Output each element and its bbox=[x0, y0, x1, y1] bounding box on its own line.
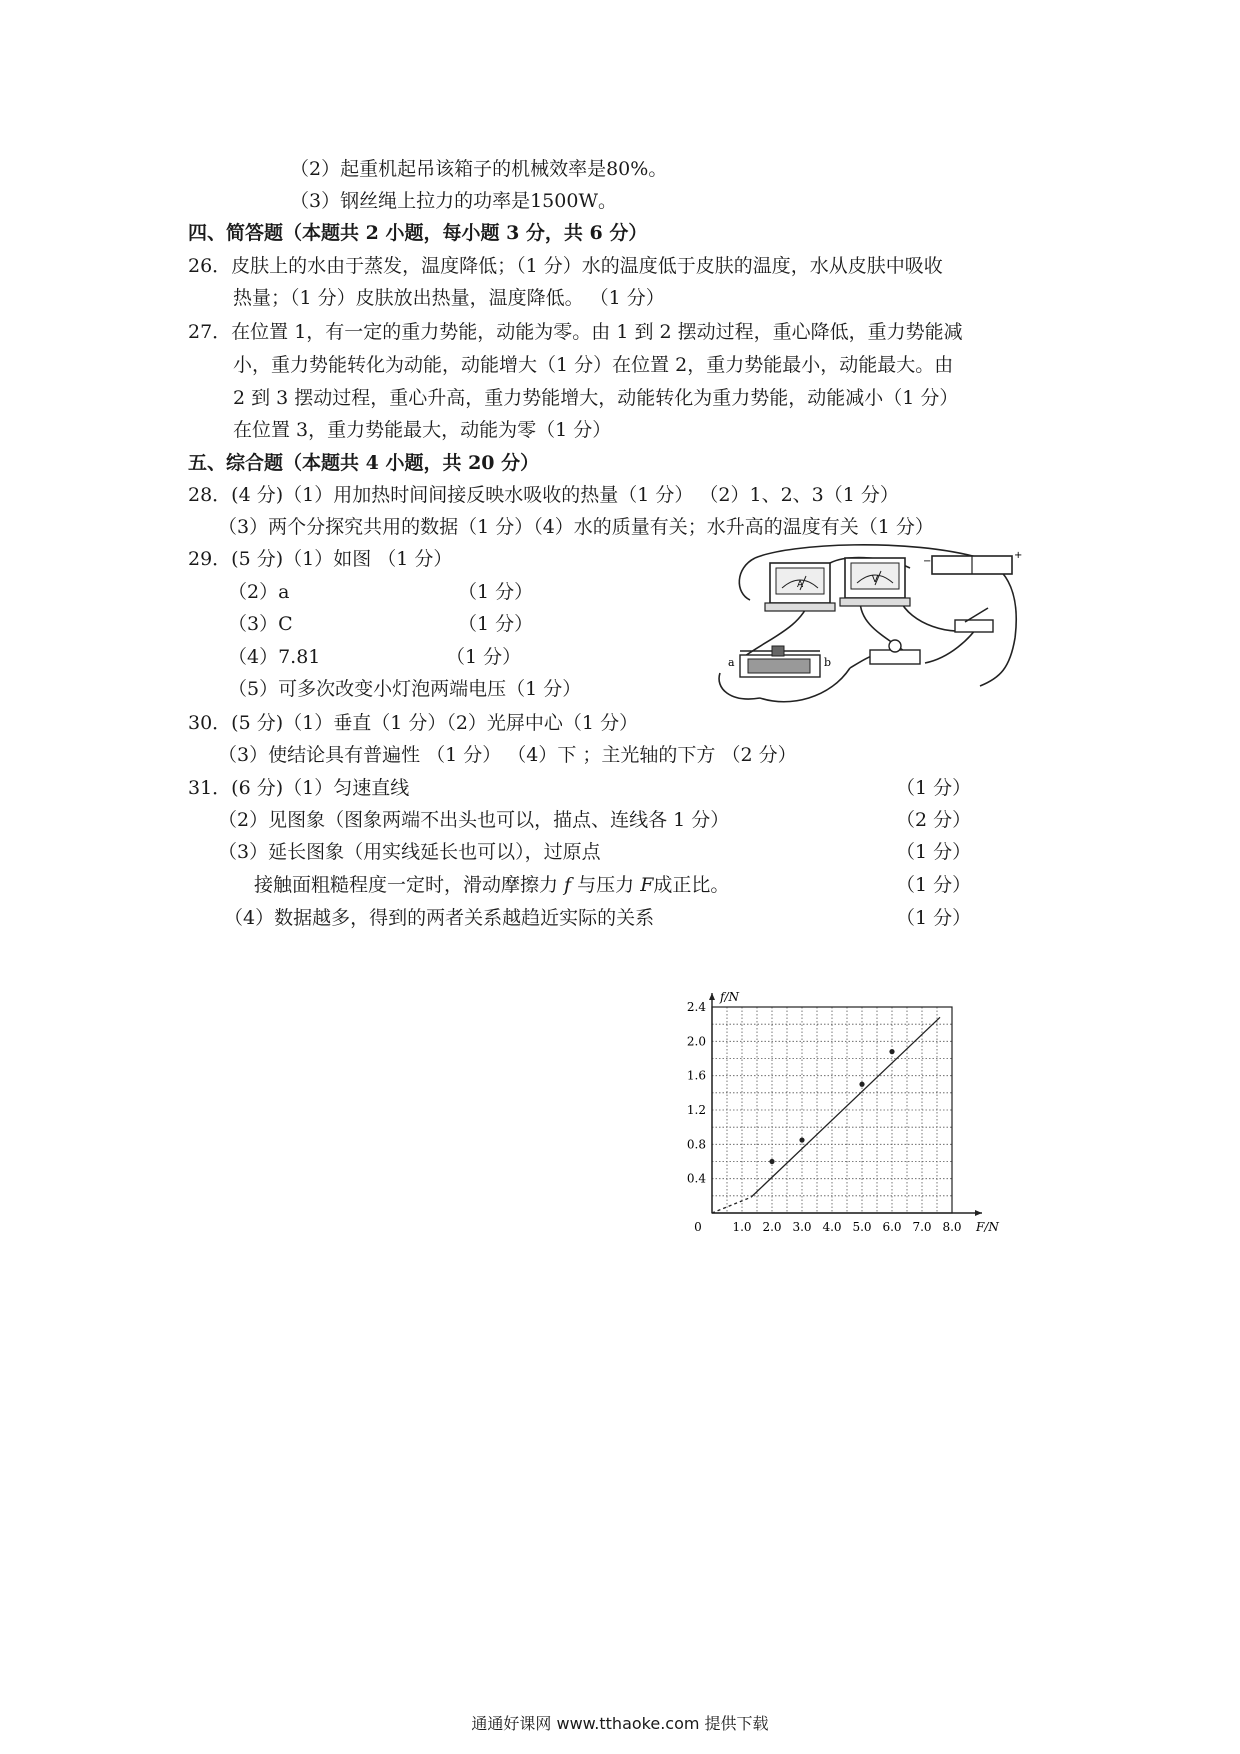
x-tick-label: 5.0 bbox=[852, 1220, 872, 1234]
answer-text: 与压力 bbox=[571, 874, 641, 896]
question-31-part3: （3）延长图象（用实线延长也可以），过原点 bbox=[218, 841, 601, 863]
question-30-cont: （3）使结论具有普遍性 （1 分） （4）下 ；主光轴的下方 （2 分） bbox=[218, 744, 797, 766]
question-28-cont: （3）两个分探究共用的数据（1 分）（4）水的质量有关；水升高的温度有关（1 分） bbox=[218, 516, 934, 538]
y-tick-label: 2.0 bbox=[686, 1034, 706, 1049]
fit-line-extension bbox=[712, 1197, 751, 1213]
y-axis-label: f/N bbox=[720, 990, 739, 1004]
question-28: 28．(4 分)（1）用加热时间间接反映水吸收的热量（1 分） （2）1、2、3（1 分） bbox=[188, 484, 899, 506]
question-29-part4: （4）7.81 bbox=[228, 646, 321, 668]
x-axis-arrow bbox=[975, 1210, 982, 1216]
question-27-cont: 2 到 3 摆动过程，重心升高，重力势能增大，动能转化为重力势能，动能减小（1 分） bbox=[233, 387, 959, 409]
y-tick-label: 1.2 bbox=[686, 1103, 706, 1117]
circuit-diagram bbox=[710, 538, 1040, 708]
lamp-icon bbox=[870, 640, 920, 664]
voltmeter-icon bbox=[840, 558, 910, 606]
fit-line bbox=[751, 1017, 940, 1197]
x-tick-label: 3.0 bbox=[792, 1220, 812, 1234]
page-footer: 通通好课网 www.tthaoke.com 提供下载 bbox=[471, 1714, 769, 1733]
question-29-score: （1 分） bbox=[458, 613, 534, 635]
answer-text: 成正比。 bbox=[653, 874, 730, 896]
question-29-score: （1 分） bbox=[458, 581, 534, 603]
x-tick-label: 1.0 bbox=[732, 1220, 752, 1234]
section-heading: 四、简答题（本题共 2 小题，每小题 3 分，共 6 分） bbox=[188, 222, 648, 244]
terminal-a-label: a bbox=[728, 656, 735, 669]
battery-icon bbox=[923, 550, 1022, 574]
voltmeter-label: V bbox=[872, 575, 879, 585]
terminal-b-label: b bbox=[824, 656, 832, 669]
x-tick-label: 7.0 bbox=[912, 1220, 932, 1234]
answer-text: 接触面粗糙程度一定时，滑动摩擦力 bbox=[254, 874, 565, 896]
x-tick-label: 4.0 bbox=[822, 1220, 842, 1234]
x-axis-label: F/N bbox=[976, 1220, 999, 1234]
variable-F: F bbox=[640, 874, 654, 896]
y-tick-label: 1.6 bbox=[686, 1068, 706, 1083]
question-29-part2 bbox=[228, 580, 289, 604]
x-tick-label: 6.0 bbox=[882, 1220, 902, 1234]
chart-axes bbox=[709, 993, 982, 1216]
question-26: 26．皮肤上的水由于蒸发，温度降低；（1 分）水的温度低于皮肤的温度，水从皮肤中吸收 bbox=[188, 255, 943, 277]
y-axis-arrow bbox=[709, 993, 715, 1000]
text-line: （3）钢丝绳上拉力的功率是1500W。 bbox=[290, 190, 617, 212]
question-31-score: （1 分） bbox=[896, 907, 972, 929]
question-31-part4: （4）数据越多，得到的两者关系越趋近实际的关系 bbox=[224, 907, 655, 929]
rheostat-icon bbox=[728, 646, 831, 677]
data-point bbox=[859, 1082, 864, 1087]
y-tick-label: 0.8 bbox=[686, 1137, 706, 1152]
question-26-cont: 热量；（1 分）皮肤放出热量，温度降低。 （1 分） bbox=[233, 287, 665, 309]
battery-plus-label: + bbox=[1014, 550, 1023, 561]
question-27-cont: 小，重力势能转化为动能，动能增大（1 分）在位置 2，重力势能最小，动能最大。由 bbox=[233, 354, 954, 376]
question-29-part3: （3）C bbox=[228, 613, 293, 635]
section-heading: 五、综合题（本题共 4 小题，共 20 分） bbox=[188, 452, 540, 474]
question-31-conclusion bbox=[254, 873, 729, 897]
question-31-part2: （2）见图象（图象两端不出头也可以，描点、连线各 1 分） bbox=[218, 809, 730, 831]
question-29-part5: （5）可多次改变小灯泡两端电压（1 分） bbox=[228, 678, 582, 700]
question-31-score: （1 分） bbox=[896, 777, 972, 799]
friction-pressure-chart bbox=[672, 988, 1032, 1248]
question-31-score: （1 分） bbox=[896, 874, 972, 896]
question-27-cont: 在位置 3，重力势能最大，动能为零（1 分） bbox=[233, 419, 612, 441]
question-31-score: （1 分） bbox=[896, 841, 972, 863]
data-point bbox=[769, 1159, 774, 1164]
variable-f: f bbox=[564, 874, 572, 896]
data-point bbox=[889, 1049, 894, 1054]
origin-label: 0 bbox=[694, 1220, 702, 1234]
question-31: 31．(6 分)（1）匀速直线 bbox=[188, 777, 410, 799]
text-line: （2）起重机起吊该箱子的机械效率是80%。 bbox=[290, 158, 668, 180]
chart-grid bbox=[712, 1007, 952, 1213]
x-tick-label: 8.0 bbox=[942, 1220, 962, 1234]
question-29-score: （1 分） bbox=[446, 646, 522, 668]
data-point bbox=[799, 1137, 804, 1142]
question-29: 29．(5 分)（1）如图 （1 分） bbox=[188, 548, 453, 570]
switch-icon bbox=[955, 608, 993, 632]
y-tick-label: 0.4 bbox=[686, 1171, 706, 1186]
chart-marks bbox=[712, 1017, 940, 1213]
y-tick-label: 2.4 bbox=[686, 1000, 706, 1014]
question-31-score: （2 分） bbox=[896, 809, 972, 831]
ammeter-icon bbox=[765, 563, 835, 611]
question-30: 30．(5 分)（1）垂直（1 分）（2）光屏中心（1 分） bbox=[188, 712, 639, 734]
answer-text: （2）a bbox=[228, 581, 290, 603]
ammeter-label: A bbox=[797, 580, 804, 590]
question-27: 27．在位置 1，有一定的重力势能，动能为零。由 1 到 2 摆动过程，重心降低，重力势能减 bbox=[188, 321, 963, 343]
x-tick-label: 2.0 bbox=[762, 1220, 782, 1234]
battery-minus-label: − bbox=[923, 556, 932, 567]
